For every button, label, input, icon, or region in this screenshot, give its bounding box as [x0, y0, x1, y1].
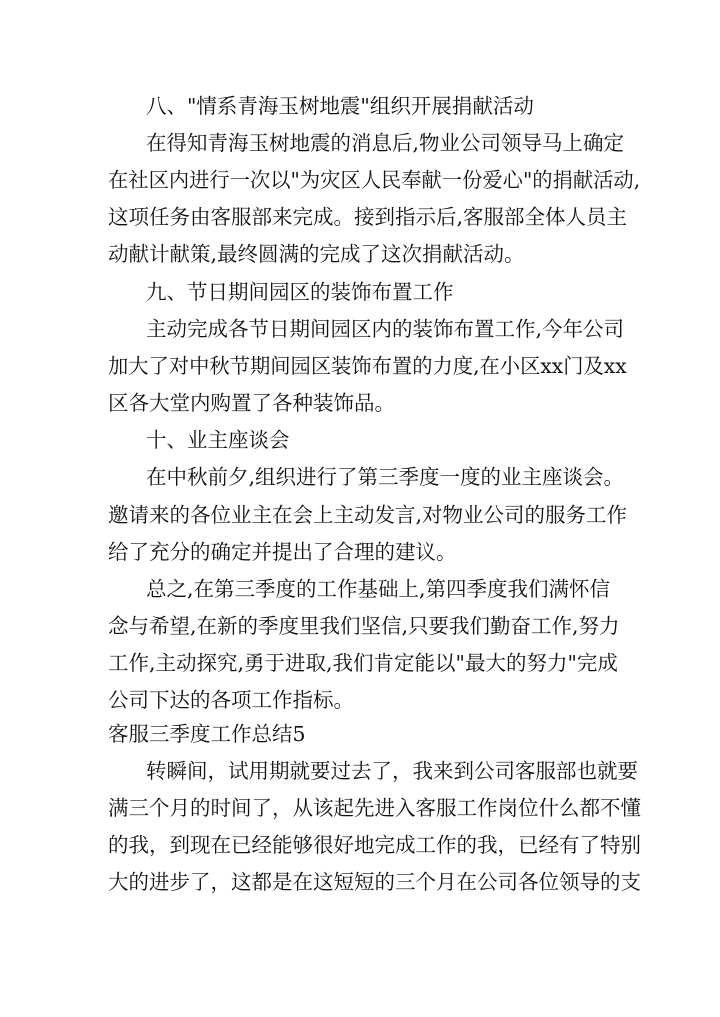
paragraph-line: 念与希望,在新的季度里我们坚信,只要我们勤奋工作,努力 [108, 614, 620, 638]
paragraph-line: 在得知青海玉树地震的消息后,物业公司领导马上确定 [146, 131, 625, 155]
paragraph-line: 满三个月的时间了，从该起先进入客服工作岗位什么都不懂 [108, 796, 641, 820]
section-heading-8: 八、"情系青海玉树地震"组织开展捐献活动 [146, 94, 534, 118]
paragraph-line: 公司下达的各项工作指标。 [108, 688, 354, 712]
section-heading-9: 九、节日期间园区的装饰布置工作 [146, 280, 454, 304]
paragraph-line: 动献计献策,最终圆满的完成了这次捐献活动。 [108, 242, 525, 266]
paragraph-line: 转瞬间，试用期就要过去了，我来到公司客服部也就要 [146, 759, 638, 783]
paragraph-line: 这项任务由客服部来完成。接到指示后,客服部全体人员主 [108, 205, 628, 229]
paragraph-line: 主动完成各节日期间园区内的装饰布置工作,今年公司 [146, 317, 625, 341]
section-heading-10: 十、业主座谈会 [146, 428, 290, 452]
paragraph-line: 工作,主动探究,勇于进取,我们肯定能以"最大的努力"完成 [108, 651, 618, 675]
paragraph-line: 在社区内进行一次以"为灾区人民奉献一份爱心"的捐献活动, [108, 168, 641, 192]
paragraph-line: 加大了对中秋节期间园区装饰布置的力度,在小区xx门及xx [108, 354, 627, 378]
paragraph-line: 给了充分的确定并提出了合理的建议。 [108, 540, 457, 564]
paragraph-line: 区各大堂内购置了各种装饰品。 [108, 391, 395, 415]
paragraph-line: 的我，到现在已经能够很好地完成工作的我，已经有了特别 [108, 833, 641, 857]
paragraph-line: 邀请来的各位业主在会上主动发言,对物业公司的服务工作 [108, 503, 628, 527]
paragraph-line: 总之,在第三季度的工作基础上,第四季度我们满怀信 [146, 577, 611, 601]
section-title: 客服三季度工作总结5 [108, 722, 306, 746]
paragraph-line: 在中秋前夕,组织进行了第三季度一度的业主座谈会。 [146, 465, 625, 489]
paragraph-line: 大的进步了，这都是在这短短的三个月在公司各位领导的支 [108, 870, 641, 894]
